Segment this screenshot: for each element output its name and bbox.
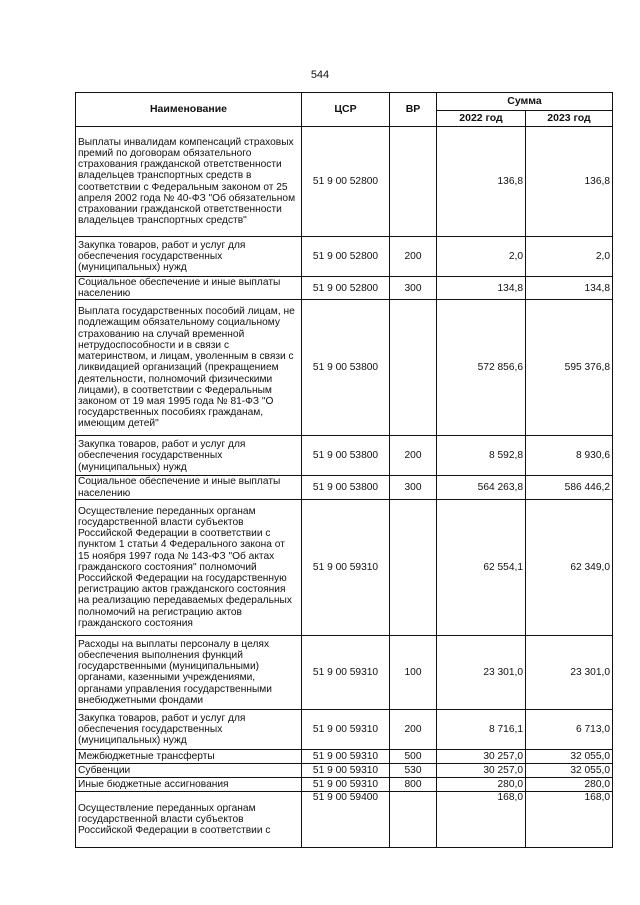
row-amount-2023-cell: 595 376,8 xyxy=(526,300,613,436)
row-amount-2022-cell: 23 301,0 xyxy=(437,635,526,709)
table-row xyxy=(76,499,613,635)
row-csr-cell: 51 9 00 59310 xyxy=(302,709,390,749)
row-csr-cell: 51 9 00 52800 xyxy=(302,127,390,237)
row-csr-cell: 51 9 00 53800 xyxy=(302,300,390,436)
row-csr-cell: 51 9 00 52800 xyxy=(302,237,390,277)
row-amount-2022-cell: 2,0 xyxy=(437,237,526,277)
table-row xyxy=(76,476,613,499)
budget-table xyxy=(75,92,613,848)
row-vr-cell: 200 xyxy=(390,709,437,749)
row-amount-2023-cell: 2,0 xyxy=(526,237,613,277)
row-amount-2022-cell: 168,0 xyxy=(437,791,526,847)
row-csr-cell: 51 9 00 59310 xyxy=(302,763,390,777)
row-vr-cell: 800 xyxy=(390,777,437,791)
row-name-cell: Закупка товаров, работ и услуг для обеспечения государственных (муниципальных) нужд xyxy=(76,709,302,749)
row-csr-cell: 51 9 00 59310 xyxy=(302,777,390,791)
table-row xyxy=(76,277,613,300)
page-number: 544 xyxy=(310,69,330,81)
row-vr-cell: 200 xyxy=(390,237,437,277)
header-name: Наименование xyxy=(76,93,302,127)
row-amount-2022-cell: 30 257,0 xyxy=(437,749,526,763)
row-name-cell: Социальное обеспечение и иные выплаты населению xyxy=(76,476,302,499)
table-row xyxy=(76,436,613,476)
row-csr-cell: 51 9 00 52800 xyxy=(302,277,390,300)
row-amount-2023-cell: 168,0 xyxy=(526,791,613,847)
table-row xyxy=(76,237,613,277)
row-amount-2022-cell: 564 263,8 xyxy=(437,476,526,499)
row-vr-cell xyxy=(390,499,437,635)
row-vr-cell xyxy=(390,300,437,436)
row-name-cell: Межбюджетные трансферты xyxy=(76,749,302,763)
table-row xyxy=(76,300,613,436)
row-amount-2022-cell: 136,8 xyxy=(437,127,526,237)
row-amount-2022-cell: 8 716,1 xyxy=(437,709,526,749)
row-amount-2022-cell: 8 592,8 xyxy=(437,436,526,476)
row-vr-cell: 530 xyxy=(390,763,437,777)
row-amount-2023-cell: 586 446,2 xyxy=(526,476,613,499)
row-name-cell: Социальное обеспечение и иные выплаты населению xyxy=(76,277,302,300)
row-name-cell: Выплаты инвалидам компенсаций страховых премий по договорам обязательного страхования гражданской ответственности владельцев транспортных средств в соответствии с Федеральным законом от 25 апреля 2002 года № 40-ФЗ "Об обязательном страховании гражданской ответственности владельцев транспортных средств" xyxy=(76,127,302,237)
table-row xyxy=(76,635,613,709)
row-amount-2023-cell: 62 349,0 xyxy=(526,499,613,635)
row-vr-cell: 300 xyxy=(390,277,437,300)
row-amount-2023-cell: 136,8 xyxy=(526,127,613,237)
row-vr-cell: 100 xyxy=(390,635,437,709)
row-vr-cell: 200 xyxy=(390,436,437,476)
row-csr-cell: 51 9 00 59310 xyxy=(302,749,390,763)
row-name-cell: Расходы на выплаты персоналу в целях обеспечения выполнения функций государственными (муниципальными) органами, казенными учреждениями, органами управления государственными внебюджетными фондами xyxy=(76,635,302,709)
row-csr-cell: 51 9 00 59310 xyxy=(302,499,390,635)
table-row xyxy=(76,763,613,777)
header-sum: Сумма xyxy=(437,93,613,111)
row-csr-cell: 51 9 00 53800 xyxy=(302,476,390,499)
row-amount-2022-cell: 280,0 xyxy=(437,777,526,791)
table-row xyxy=(76,777,613,791)
header-csr: ЦСР xyxy=(302,93,390,127)
row-name-cell: Выплата государственных пособий лицам, не подлежащим обязательному социальному страхованию на случай временной нетрудоспособности и в связи с материнством, и лицам, уволенным в связи с ликвидацией организаций (прекращением деятельности, полномочий физическими лицами), в соответствии с Федеральным законом от 19 мая 1995 года № 81-ФЗ "О государственных пособиях гражданам, имеющим детей" xyxy=(76,300,302,436)
table-row xyxy=(76,791,613,847)
row-amount-2023-cell: 23 301,0 xyxy=(526,635,613,709)
row-vr-cell xyxy=(390,791,437,847)
header-year-2023: 2023 год xyxy=(526,111,613,127)
row-vr-cell: 500 xyxy=(390,749,437,763)
row-amount-2023-cell: 280,0 xyxy=(526,777,613,791)
row-amount-2022-cell: 134,8 xyxy=(437,277,526,300)
row-amount-2022-cell: 30 257,0 xyxy=(437,763,526,777)
row-csr-cell: 51 9 00 53800 xyxy=(302,436,390,476)
row-name-cell: Закупка товаров, работ и услуг для обеспечения государственных (муниципальных) нужд xyxy=(76,237,302,277)
row-name-cell: Субвенции xyxy=(76,763,302,777)
row-amount-2023-cell: 32 055,0 xyxy=(526,763,613,777)
row-name-cell: Иные бюджетные ассигнования xyxy=(76,777,302,791)
row-vr-cell xyxy=(390,127,437,237)
row-amount-2022-cell: 572 856,6 xyxy=(437,300,526,436)
row-amount-2023-cell: 32 055,0 xyxy=(526,749,613,763)
row-amount-2023-cell: 8 930,6 xyxy=(526,436,613,476)
row-amount-2023-cell: 6 713,0 xyxy=(526,709,613,749)
header-year-2022: 2022 год xyxy=(437,111,526,127)
table-row xyxy=(76,709,613,749)
row-name-cell: Осуществление переданных органам государственной власти субъектов Российской Федерации в соответствии с xyxy=(76,791,302,847)
table-row xyxy=(76,127,613,237)
row-amount-2022-cell: 62 554,1 xyxy=(437,499,526,635)
table-row xyxy=(76,749,613,763)
row-vr-cell: 300 xyxy=(390,476,437,499)
row-csr-cell: 51 9 00 59400 xyxy=(302,791,390,847)
row-csr-cell: 51 9 00 59310 xyxy=(302,635,390,709)
header-vr: ВР xyxy=(390,93,437,127)
row-amount-2023-cell: 134,8 xyxy=(526,277,613,300)
row-name-cell: Осуществление переданных органам государственной власти субъектов Российской Федерации в соответствии с пунктом 1 статьи 4 Федерального закона от 15 ноября 1997 года № 143-ФЗ "Об актах гражданского состояния" полномочий Российской Федерации на государственную регистрацию актов гражданского состояния на реализацию передаваемых федеральных полномочий на регистрацию актов гражданского состояния xyxy=(76,499,302,635)
row-name-cell: Закупка товаров, работ и услуг для обеспечения государственных (муниципальных) нужд xyxy=(76,436,302,476)
